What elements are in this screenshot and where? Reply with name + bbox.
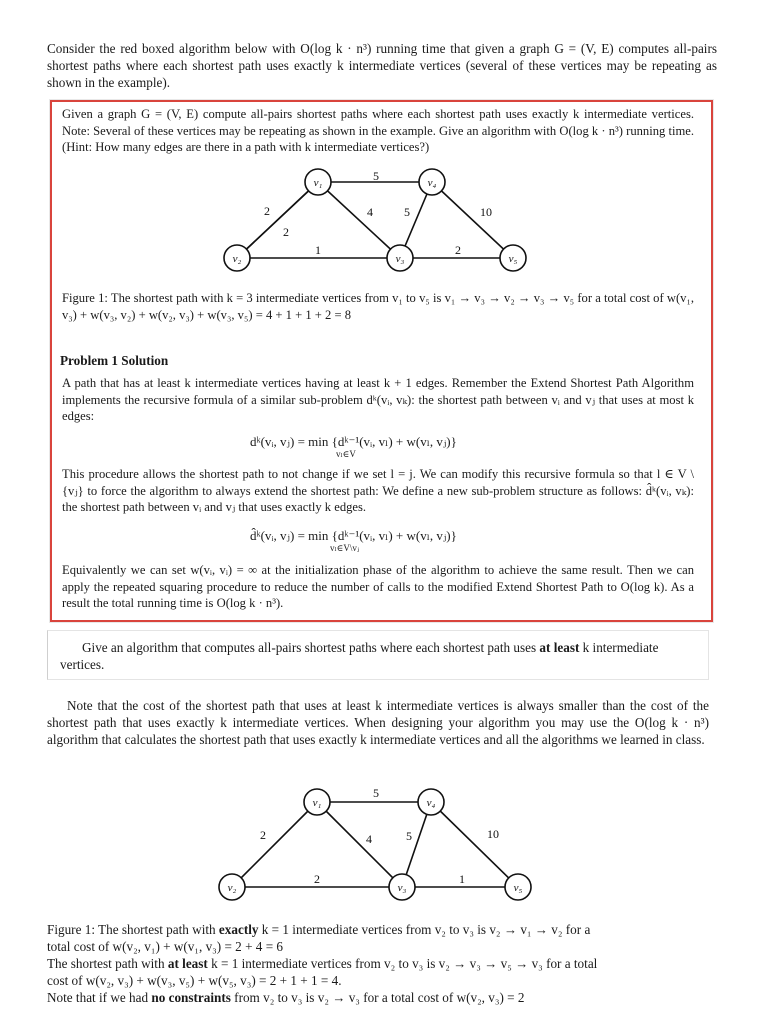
node-label-v2: v₂ <box>227 882 237 894</box>
node-label-v5: v₅ <box>513 882 523 894</box>
edge-v1-v3 <box>318 182 400 258</box>
edge-weight-label: 10 <box>487 827 499 841</box>
edge-weight-label: 4 <box>367 205 373 219</box>
figure2-svg <box>205 780 550 905</box>
formula-2-subscript: vₗ∈V\vⱼ <box>330 543 360 553</box>
edge-weight-label: 5 <box>373 786 379 800</box>
edge-weight-label: 10 <box>480 205 492 219</box>
question-emphasis: at least <box>539 640 580 655</box>
node-label-v3: v₃ <box>395 253 405 265</box>
edge-weight-label: 5 <box>373 169 379 183</box>
question-part-c: k intermediate vertices. <box>60 640 659 672</box>
problem-statement: Given a graph G = (V, E) compute all-pairs shortest paths where each shortest path uses exactly k intermediate vertices. Note: Several of these vertices may be repeating as shown in the example. Give an algorithm with O(log k · n³) running time. (Hint: How many edges are there in a path with k intermediate vertices?) <box>62 107 694 154</box>
figure1-caption: Figure 1: The shortest path with k = 3 intermediate vertices from v₁ to v₅ is v₁ → v₃ → v₂ → v₃ → v₅ for a total cost of w(v₁, v₃) + w(v₃, v₂) + w(v₂, v₃) + w(v₃, v₅) = 4 + 1 + 1 + 2 = 8 <box>62 291 694 322</box>
node-label-v2: v₂ <box>232 253 242 265</box>
edge-weight-label: 2 <box>283 225 289 239</box>
formula-1: dᵏ(vᵢ, vⱼ) = min {dᵏ⁻¹(vᵢ, vₗ) + w(vₗ, vⱼ)} <box>250 434 457 449</box>
edge-weight-label: 4 <box>366 832 372 846</box>
caption2-line-1: Figure 1: The shortest path with exactly k = 1 intermediate vertices from v₂ to v₃ is v₂ → v₁ → v₂ for a <box>47 922 591 937</box>
node-label-v5: v₅ <box>508 253 518 265</box>
node-label-v1: v₁ <box>312 797 322 809</box>
node-label-v4: v₄ <box>427 177 437 189</box>
caption2-line-5: Note that if we had no constraints from v₂ to v₃ is v₂ → v₃ for a total cost of w(v₂, v₃) = 2 <box>47 990 525 1005</box>
intro-paragraph: Consider the red boxed algorithm below with O(log k · n³) running time that given a graph G = (V, E) computes all-pairs shortest paths where each shortest path uses exactly k intermediate vertices (several of these vertices may be repeating as shown in the example). <box>47 41 717 90</box>
edge-weight-label: 2 <box>264 204 270 218</box>
caption2-line-2: total cost of w(v₂, v₁) + w(v₁, v₃) = 2 + 4 = 6 <box>47 939 284 954</box>
edge-weight-label: 5 <box>404 205 410 219</box>
figure2-caption <box>47 921 717 1006</box>
formula-2: d̂ᵏ(vᵢ, vⱼ) = min {dᵏ⁻¹(vᵢ, vₗ) + w(vₗ, vⱼ)} <box>250 528 457 543</box>
edge-v2-v1 <box>232 802 317 887</box>
edge-weight-label: 1 <box>315 243 321 257</box>
edge-v4-v5 <box>431 802 518 887</box>
edge-v1-v3 <box>317 802 402 887</box>
solution-paragraph-3: Equivalently we can set w(vᵢ, vᵢ) = ∞ at the initialization phase of the algorithm to achieve the same result. Then we can apply the repeated squaring procedure to reduce the number of calls to the modified Extend Shortest Path to O(log k). As a result the total running time is O(log k · n³). <box>62 563 694 610</box>
caption2-line-3: The shortest path with at least k = 1 intermediate vertices from v₂ to v₃ is v₂ → v₃ → v₅ → v₃ for a total <box>47 956 598 971</box>
node-label-v1: v₁ <box>313 177 323 189</box>
edge-weight-label: 5 <box>406 829 412 843</box>
edge-v4-v5 <box>432 182 513 258</box>
figure2-graph <box>205 780 550 910</box>
edge-weight-label: 2 <box>455 243 461 257</box>
edge-weight-label: 2 <box>260 828 266 842</box>
figure1-graph <box>210 160 550 285</box>
edge-weight-label: 1 <box>459 872 465 886</box>
solution-paragraph-2: This procedure allows the shortest path to not change if we set l = j. We can modify this recursive formula so that l ∈ V \ {vⱼ} to force the algorithm to always extend the shortest path: We define a new sub-problem structure as follows: d̂ᵏ(vᵢ, vₖ): the shortest path between vᵢ and vⱼ that uses exactly k edges. <box>62 467 694 514</box>
edge-weight-label: 2 <box>314 872 320 886</box>
node-label-v4: v₄ <box>426 797 436 809</box>
question-part-a: Give an algorithm that computes all-pairs shortest paths where each shortest path uses <box>82 640 537 655</box>
caption2-line-4: cost of w(v₂, v₃) + w(v₃, v₅) + w(v₅, v₃) = 2 + 1 + 1 = 4. <box>47 973 342 988</box>
node-label-v3: v₃ <box>397 882 407 894</box>
question-text <box>60 639 700 673</box>
solution-title: Problem 1 Solution <box>60 353 169 368</box>
figure1-svg <box>210 160 550 280</box>
formula-1-subscript: vₗ∈V <box>336 449 356 459</box>
solution-paragraph-1: A path that has at least k intermediate vertices having at least k + 1 edges. Remember the Extend Shortest Path Algorithm implements the recursive formula of a similar sub-problem dᵏ(vᵢ, vₖ): the shortest path between vᵢ and vⱼ that uses at most k edges: <box>62 376 694 423</box>
note-paragraph: Note that the cost of the shortest path that uses at least k intermediate vertices is always smaller than the cost of the shortest path that uses exactly k intermediate vertices. When designing your algorithm you may use the O(log k · n³) algorithm that calculates the shortest path that uses exactly k intermediate vertices and all the algorithms we learned in class. <box>47 698 709 747</box>
edge-v2-v1 <box>237 182 318 258</box>
